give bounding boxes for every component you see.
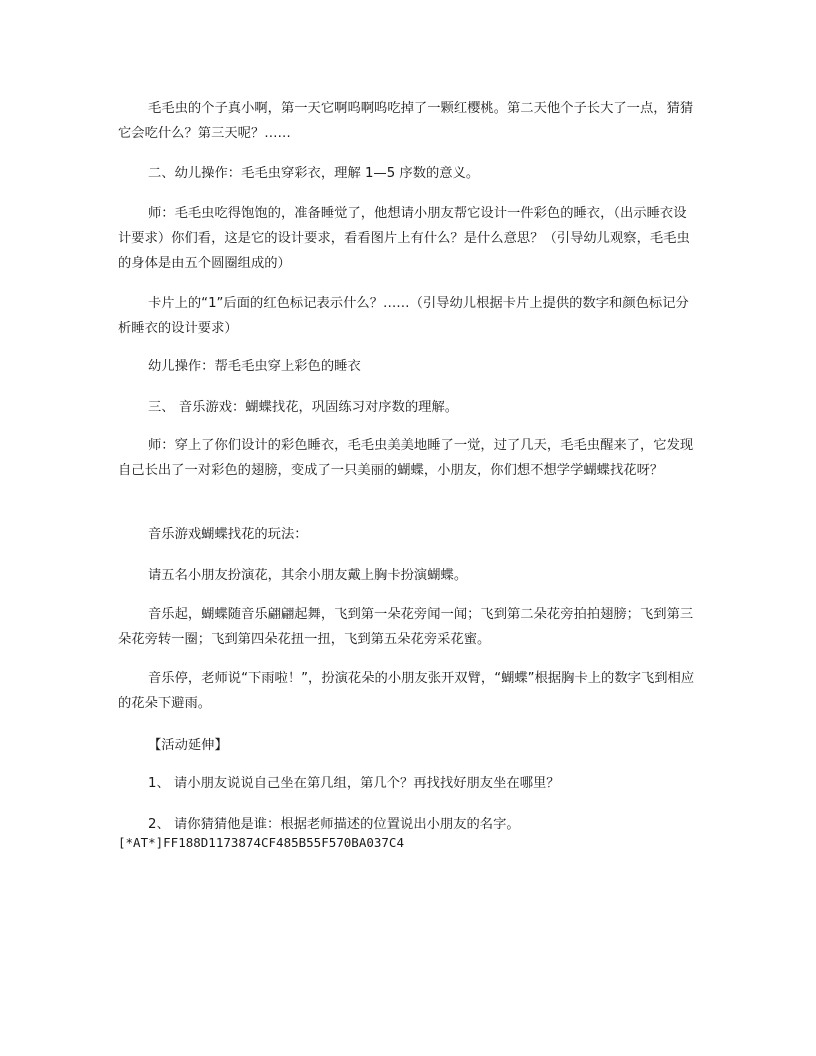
footer-watermark-code: [*AT*]FF188D1173874CF485B55F570BA037C4: [118, 835, 404, 850]
list-item-extension-1: 1、 请小朋友说说自己坐在第几组，第几个？再找找好朋友坐在哪里？: [148, 776, 560, 791]
paragraph-teacher-butterfly: 师：穿上了你们设计的彩色睡衣，毛毛虫美美地睡了一觉，过了几天，毛毛虫醒来了，它发现自己长出了一对彩色的翅膀，变成了一只美丽的蝴蝶，小朋友，你们想不想学学蝴蝶找花呀？: [118, 438, 694, 478]
paragraph-teacher-pajamas: 师：毛毛虫吃得饱饱的，准备睡觉了，他想请小朋友帮它设计一件彩色的睡衣，（出示睡衣设计要求）你们看，这是它的设计要求，看看图片上有什么？是什么意思？（引导幼儿观察，毛毛虫的身体是由五个圆圈组成的）: [118, 206, 690, 271]
heading-activity-extension: 【活动延伸】: [148, 738, 228, 753]
paragraph-child-operation: 幼儿操作：帮毛毛虫穿上彩色的睡衣: [148, 359, 361, 374]
paragraph-music-stops: 音乐停，老师说“下雨啦！”，扮演花朵的小朋友张开双臂，“蝴蝶”根据胸卡上的数字飞到相应的花朵下避雨。: [118, 671, 695, 711]
paragraph-game-roles: 请五名小朋友扮演花，其余小朋友戴上胸卡扮演蝴蝶。: [148, 568, 468, 583]
paragraph-card-question: 卡片上的“1”后面的红色标记表示什么？……（引导幼儿根据卡片上提供的数字和颜色标记分析睡衣的设计要求）: [118, 296, 689, 336]
heading-section-two: 二、幼儿操作：毛毛虫穿彩衣，理解 1—5 序数的意义。: [148, 166, 480, 181]
paragraph-caterpillar-intro: 毛毛虫的个子真小啊，第一天它啊呜啊呜吃掉了一颗红樱桃。第二天他个子长大了一点，猜猜它会吃什么？第三天呢？……: [118, 101, 694, 141]
paragraph-music-starts: 音乐起，蝴蝶随音乐翩翩起舞，飞到第一朵花旁闻一闻；飞到第二朵花旁拍拍翅膀；飞到第三朵花旁转一圈；飞到第四朵花扭一扭，飞到第五朵花旁采花蜜。: [118, 607, 694, 647]
list-item-extension-2: 2、 请你猜猜他是谁：根据老师描述的位置说出小朋友的名字。: [148, 817, 520, 832]
heading-section-three: 三、 音乐游戏：蝴蝶找花，巩固练习对序数的理解。: [148, 400, 459, 415]
paragraph-game-rules-title: 音乐游戏蝴蝶找花的玩法：: [148, 527, 308, 542]
